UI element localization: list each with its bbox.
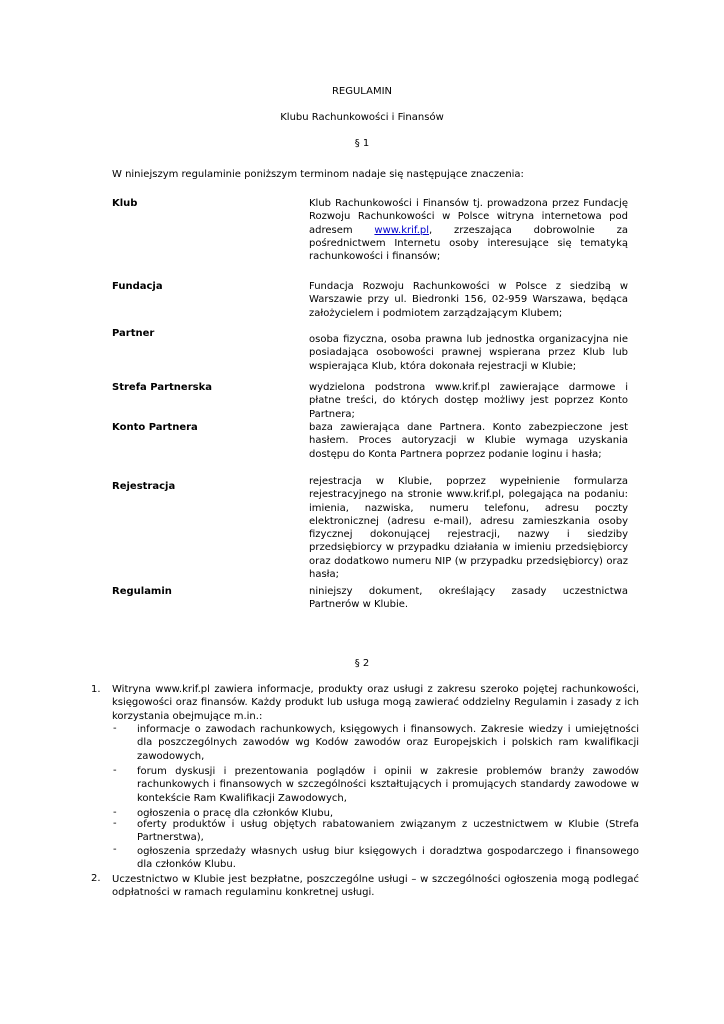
point-text: Uczestnictwo w Klubie jest bezpłatne, poszczególne usługi – w szczególności ogłoszenia mogą podlegać odpłatności w ramach regulaminu konkretnej usługi. — [112, 874, 639, 899]
bullet-item: ogłoszenia sprzedaży własnych usług biur księgowych i doradztwa gospodarczego i finansowego dla członków Klubu. — [137, 846, 639, 871]
definition-partner: osoba fizyczna, osoba prawna lub jednostka organizacyjna nie posiadająca osobowości prawnej wspierana przez Klub lub wspierająca Klub, która dokonała rejestracji w Klubie; — [309, 334, 628, 372]
definition-klub — [309, 197, 628, 263]
bullet-dash: - — [113, 818, 117, 829]
term-strefa-partnerska: Strefa Partnerska — [112, 382, 212, 393]
bullet-dash: - — [113, 723, 117, 734]
document-subtitle: Klubu Rachunkowości i Finansów — [280, 112, 444, 123]
intro-text: W niniejszym regulaminie poniższym terminom nadaje się następujące znaczenia: — [112, 169, 524, 180]
bullet-dash: - — [113, 807, 117, 818]
term-rejestracja: Rejestracja — [112, 481, 176, 492]
term-partner: Partner — [112, 328, 155, 339]
term-klub: Klub — [112, 198, 138, 209]
definition-text: Klub Rachunkowości i Finansów tj. prowadzona przez Fundację Rozwoju Rachunkowości w Polsce witryna internetowa pod adresem — [309, 198, 628, 236]
section-1-heading: § 1 — [354, 138, 370, 149]
point-number: 1. — [91, 684, 101, 695]
definition-text: , zrzeszająca dobrowolnie za pośrednictwem Internetu osoby interesujące się tematyką rachunkowości i finansów; — [309, 224, 628, 263]
bullet-item: informacje o zawodach rachunkowych, księgowych i finansowych. Zakresie wiedzy i umiejętności dla poszczególnych zawodów wg Kodów zawodów oraz Europejskich i polskich ram kwalifikacji zawodowych, — [137, 724, 639, 762]
document-title: REGULAMIN — [331, 86, 393, 97]
section-2-heading: § 2 — [354, 658, 370, 669]
definition-fundacja: Fundacja Rozwoju Rachunkowości w Polsce z siedzibą w Warszawie przy ul. Biedronki 156, 02-959 Warszawa, będąca założycielem i podmiotem zarządzającym Klubem; — [309, 281, 628, 319]
bullet-dash: - — [113, 765, 117, 776]
bullet-item: ogłoszenia o pracę dla członków Klubu, — [137, 808, 334, 819]
krif-link[interactable]: www.krif.pl — [374, 224, 429, 236]
definition-konto-partnera: baza zawierająca dane Partnera. Konto zabezpieczone jest hasłem. Proces autoryzacji w Klubie wymaga uzyskania dostępu do Konta Partnera poprzez podanie loginu i hasła; — [309, 422, 628, 460]
bullet-item: oferty produktów i usług objętych rabatowaniem związanym z uczestnictwem w Klubie (Strefa Partnerstwa), — [137, 819, 639, 844]
term-fundacja: Fundacja — [112, 281, 163, 292]
point-text: Witryna www.krif.pl zawiera informacje, produkty oraz usługi z zakresu szeroko pojętej rachunkowości, księgowości oraz finansów. Każdy produkt lub usługa mogą zawierać oddzielny Regulamin i zasady z ich korzystania obejmujące m.in.: — [112, 684, 639, 722]
definition-rejestracja: rejestracja w Klubie, poprzez wypełnienie formularza rejestracyjnego na stronie www.krif.pl, polegająca na podaniu: imienia, nazwiska, numeru telefonu, adresu poczty elektronicznej (adresu e-mail), adresu zamieszkania osoby fizycznej dokonującej rejestracji, nazwy i siedziby przedsiębiorcy w przypadku działania w imieniu przedsiębiorcy oraz dodatkowo numeru NIP (w przypadku przedsiębiorcy) oraz hasła; — [309, 476, 628, 581]
bullet-dash: - — [113, 844, 117, 855]
definition-regulamin: niniejszy dokument, określający zasady uczestnictwa Partnerów w Klubie. — [309, 586, 628, 611]
point-number: 2. — [91, 873, 101, 884]
definition-strefa-partnerska: wydzielona podstrona www.krif.pl zawierające darmowe i płatne treści, do których dostęp możliwy jest poprzez Konto Partnera; — [309, 382, 628, 420]
term-konto-partnera: Konto Partnera — [112, 422, 198, 433]
bullet-item: forum dyskusji i prezentowania poglądów i opinii w zakresie problemów branży zawodów rachunkowych i finansowych w szczególności kształtujących i promujących standardy zawodowe w kontekście Ram Kwalifikacji Zawodowych, — [137, 766, 639, 804]
term-regulamin: Regulamin — [112, 586, 172, 597]
